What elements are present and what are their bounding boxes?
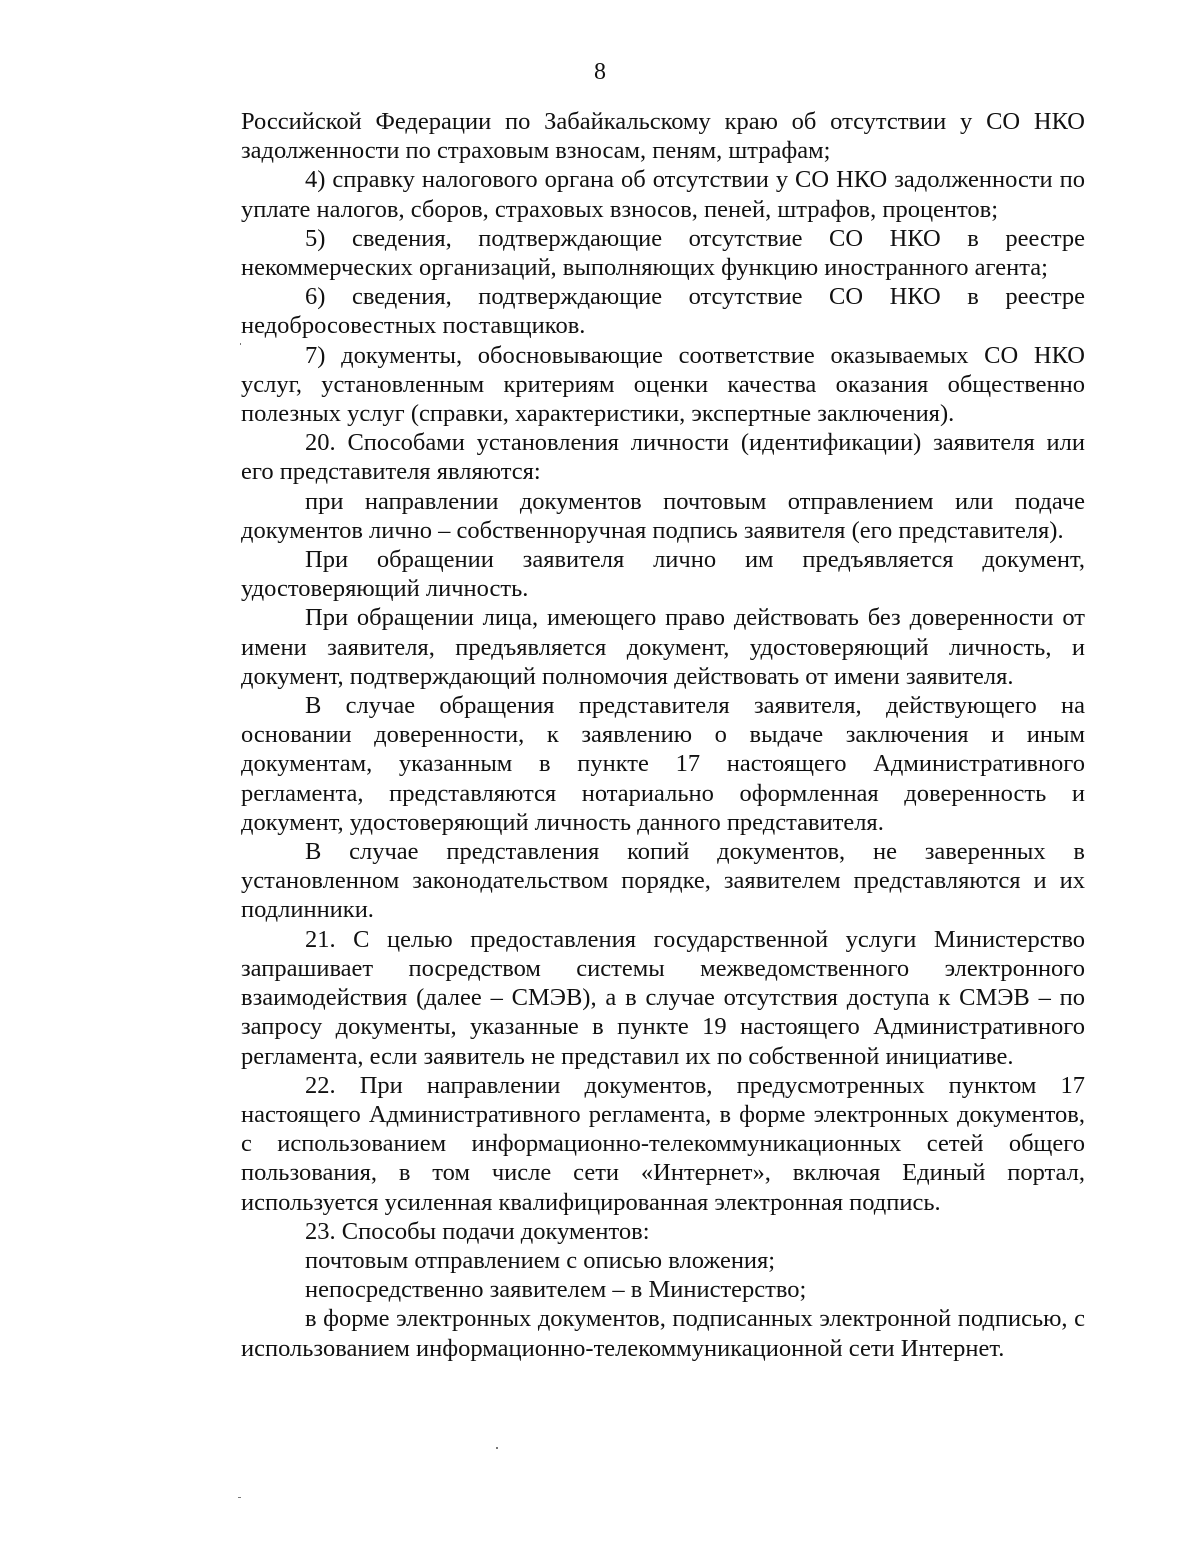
paragraph-clause-21: 21. С целью предоставления государственной услуги Министерство запрашивает посредством системы межведомственного электронного взаимодействия (далее – СМЭВ), а в случае отсутствия доступа к СМЭВ – по запросу документы, указанные в пункте 19 настоящего Административного регламента, если заявитель не представил их по собственной инициативе. — [241, 925, 1085, 1070]
paragraph-item-5: 5) сведения, подтверждающие отсутствие СО НКО в реестре некоммерческих организаций, выполняющих функцию иностранного агента; — [241, 224, 1085, 282]
paragraph-method-postal: почтовым отправлением с описью вложения; — [305, 1246, 776, 1274]
page-number: 8 — [594, 59, 606, 85]
paragraph-method-electronic: в форме электронных документов, подписанных электронной подписью, с использованием информационно-телекоммуникационной сети Интернет. — [241, 1305, 1085, 1362]
paragraph-copies: В случае представления копий документов, не заверенных в установленном законодательством порядке, заявителем представляются и их подлинники. — [241, 838, 1085, 924]
scan-speck — [496, 1447, 498, 1449]
paragraph-postal-identification: при направлении документов почтовым отправлением или подаче документов лично – собственноручная подпись заявителя (его представителя). — [241, 487, 1085, 544]
scan-speck — [238, 1497, 241, 1498]
paragraph-method-direct: непосредственно заявителем – в Министерство; — [305, 1276, 807, 1304]
paragraph-personal-appearance: При обращении заявителя лично им предъявляется документ, удостоверяющий личность. — [241, 546, 1085, 603]
document-body — [241, 107, 1085, 1363]
paragraph-item-6: 6) сведения, подтверждающие отсутствие СО НКО в реестре недобросовестных поставщиков. — [241, 283, 1085, 340]
paragraph-representative: В случае обращения представителя заявителя, действующего на основании доверенности, к заявлению о выдаче заключения и иным документам, указанным в пункте 17 настоящего Административного регламента, представляются нотариально оформленная доверенность и документ, удостоверяющий личность данного представителя. — [241, 692, 1085, 836]
paragraph-without-power-of-attorney: При обращении лица, имеющего право действовать без доверенности от имени заявителя, предъявляется документ, удостоверяющий личность, и документ, подтверждающий полномочия действовать от имени заявителя. — [241, 604, 1085, 690]
paragraph-item-7: 7) документы, обосновывающие соответствие оказываемых СО НКО услуг, установленным критериям оценки качества оказания общественно полезных услуг (справки, характеристики, экспертные заключения). — [241, 341, 1085, 428]
paragraph-clause-22: 22. При направлении документов, предусмотренных пунктом 17 настоящего Административного регламента, в форме электронных документов, с использованием информационно-телекоммуникационных сетей общего пользования, в том числе сети «Интернет», включая Единый портал, используется усиленная квалифицированная электронная подпись. — [241, 1071, 1085, 1216]
paragraph-item-4: 4) справку налогового органа об отсутствии у СО НКО задолженности по уплате налогов, сборов, страховых взносов, пеней, штрафов, процентов; — [241, 166, 1085, 223]
paragraph-continuation: Российской Федерации по Забайкальскому краю об отсутствии у СО НКО задолженности по страховым взносам, пеням, штрафам; — [241, 108, 1085, 165]
paragraph-clause-20: 20. Способами установления личности (идентификации) заявителя или его представителя являются: — [241, 429, 1085, 486]
paragraph-clause-23: 23. Способы подачи документов: — [305, 1217, 650, 1245]
scan-speck — [240, 343, 241, 345]
